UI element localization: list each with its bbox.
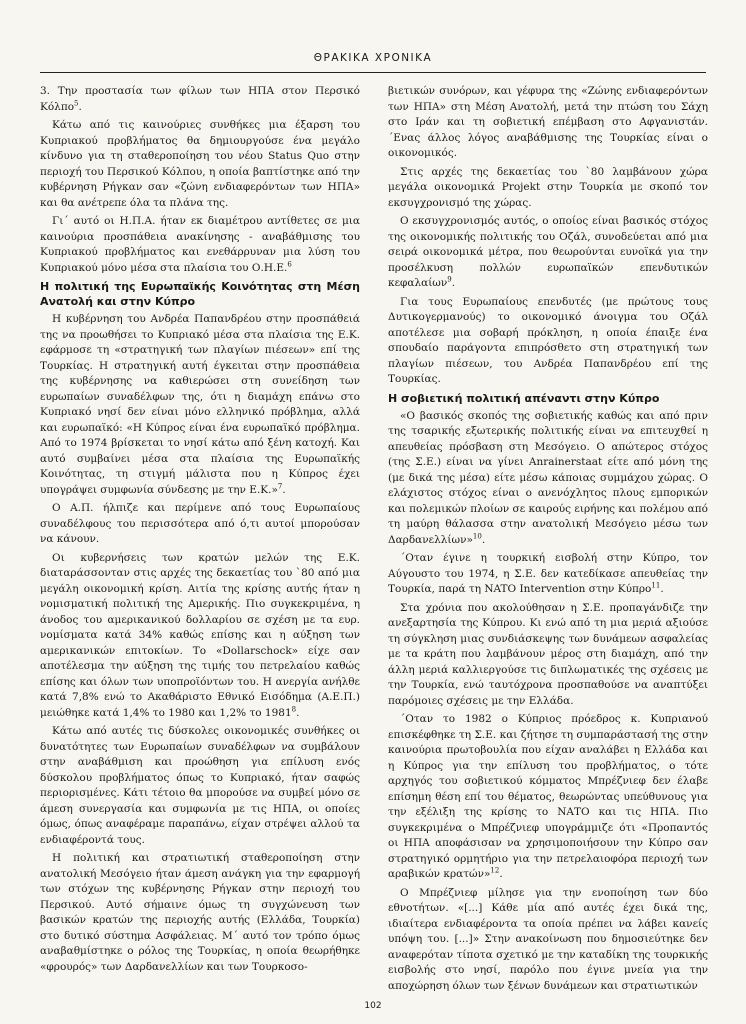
paragraph: Κάτω από αυτές τις δύσκολες οικονομικές συνθήκες οι δυνατότητες των Ευρωπαίων συναδέλφων να συμβάλουν στην αναβάθμιση και προώθηση για επίλυση ενός δύσκολου προβλήματος όπως το Κυπριακό, ήταν σαφώς περιορισμένες. Κάτι τέτοιο θα μπορούσε να συμβεί μόνο σε άμεση συνεργασία και συμφωνία με τις ΗΠΑ, οι οποίες όμως, όπως αναφέραμε παραπάνω, είχαν στρέψει αλλού τα ενδιαφέροντά τους. xyxy=(40,725,360,846)
paragraph: ΄Οταν έγινε η τουρκική εισβολή στην Κύπρο, τον Αύγουστο του 1974, η Σ.Ε. δεν κατεδίκασε απευθείας την Τουρκία, παρά τη NATO Intervention στην Κύπρο$^{11}$. xyxy=(388,552,708,595)
section-heading: Η πολιτική της Ευρωπαϊκής Κοινότητας στη Μέση Ανατολή και στην Κύπρο xyxy=(40,280,360,308)
footnote-ref[interactable]: 11 xyxy=(651,581,661,590)
footnote-ref[interactable]: 7 xyxy=(277,482,283,490)
footnote-ref[interactable]: 5 xyxy=(74,99,79,107)
right-column xyxy=(388,84,708,997)
footnote-ref[interactable]: 12 xyxy=(490,866,500,875)
paragraph: «Ο βασικός σκοπός της σοβιετικής καθώς και από πριν της τσαρικής εξωτερικής πολιτικής είναι να επιτευχθεί η απευθείας πρόσβαση στη Μεσόγειο. Ο απώτερος στόχος (της Σ.Ε.) είναι να γίνει Anrainerstaat είτε από μόνη της (με δικά της μέσα) είτε μέσω κάποιας συμμάχου χώρας. Ο ελάχιστος στόχος είναι ο ανενόχλητος πλους εμπορικών και πολεμικών πλοίων σε καιρούς ειρήνης και πολέμου από τη μαύρη θάλασσα στην ανατολική Μεσόγειο μέσω των Δαρδανελλίων»$^{10}$. xyxy=(388,409,708,546)
paragraph: βιετικών συνόρων, και γέφυρα της «Ζώνης ενδιαφερόντων των ΗΠΑ» στη Μέση Ανατολή, μετά την πτώση του Σάχη στο Ιράν και τη σοβιετική επέμβαση στο Αφγανιστάν. ΄Ενας άλλος λόγος αναβάθμισης της Τουρκίας είναι ο οικονομικός. xyxy=(388,85,708,159)
paragraph: Ο εκσυγχρονισμός αυτός, ο οποίος είναι βασικός στόχος της οικονομικής πολιτικής του Οζάλ, συνοδεύεται από μια σειρά οικονομικά μέτρα, που θεωρούνται ευνοϊκά για την προσέλκυση πολλών ευρωπαϊκών επενδυτικών κεφαλαίων$^9$. xyxy=(388,215,708,289)
paragraph: 3. Την προστασία των φίλων των ΗΠΑ στον Περσικό Κόλπο$^5$. xyxy=(40,85,360,113)
footnote-ref[interactable]: 9 xyxy=(447,275,452,284)
section-heading: Η σοβιετική πολιτική απέναντι στην Κύπρο xyxy=(388,391,660,405)
page-number: 102 xyxy=(364,1001,382,1011)
running-header: ΘΡΑΚΙΚΑ ΧΡΟΝΙΚΑ xyxy=(313,52,433,64)
paragraph: Για τους Ευρωπαίους επενδυτές (με πρώτους τους Δυτικογερμανούς) το οικονομικό άνοιγμα του Οζάλ αποτέλεσε μια σοβαρή πρόκληση, η οποία έπαιξε ένα σπουδαίο παράγοντα επιπρόσθετο στη στρατηγική των πλαγίων πιέσεων, του Ανδρέα Παπανδρέου επί της Τουρκίας. xyxy=(388,295,708,385)
paragraph: Ο Μπρέζνιεφ μίλησε για την ενοποίηση των δύο εθνοτήτων. «[...] Κάθε μία από αυτές έχει δικά της, ιδιαίτερα ενδιαφέροντα τα οποία πρέπει να λάβει κανείς υπόψη του. [...]» Στην ανακοίνωση που δημοσιεύτηκε δεν αναφερόταν τίποτα σχετικό με την καταδίκη της τουρκικής εισβολής στο νησί, παρόλο που έγινε μνεία για την αποχώρηση όλων των ξένων δυνάμεων και στρατιωτικών xyxy=(388,886,708,992)
paragraph: Οι κυβερνήσεις των κρατών μελών της Ε.Κ. διαταράσσονταν στις αρχές της δεκαετίας του `80 από μια μεγάλη οικονομική κρίση. Αιτία της κρίσης αυτής ήταν η νομισματική πολιτική της Αμερικής. Πιο συγκεκριμένα, η άνοδος του αμερικανικού δολλαρίου σε σχέση με τα ευρ. νομίσματα κατά 34% καθώς επίσης και η αύξηση των αμερικανικών επιτοκίων. Το «Dollarschock» είχε σαν αποτέλεσμα την αύξηση της τιμής του πετρελαίου καθώς επίσης και όλων των υποπροϊόντων του. Η ανεργία ανήλθε κατά 7,8% ενώ το Ακαθάριστο Εθνικό Εισόδημα (Α.Ε.Π.) μειώθηκε κατά 1,4% το 1980 και 1,2% το 1981$^8$. xyxy=(40,551,360,719)
paragraph: Η κυβέρνηση του Ανδρέα Παπανδρέου στην προσπάθειά της να προωθήσει το Κυπριακό μέσα στα πλαίσια της Ε.Κ. εφάρμοσε τη «στρατηγική των πλαγίων πιέσεων» επί της Τουρκίας. Η στρατηγική αυτή έγκειται στην προσπάθεια της κυβέρνησης να καθιερώσει στη συνείδηση των ευρωπαίων συναδέλφων της, ότι η διαμάχη επάνω στο Κυπριακό νησί δεν είναι μόνο ελληνικό πρόβλημα, αλλά και ευρωπαϊκό: «Η Κύπρος είναι ένα ευρωπαϊκό πρόβλημα. Από το 1974 βρίσκεται το νησί κάτω από ξένη κατοχή. Και αυτό συμβαίνει μέσα στα πλαίσια της Ευρωπαϊκής Κοινότητας, τη στιγμή μάλιστα που η Κύπρος έχει υπογράψει συμφωνία σύνδεσης με την Ε.Κ.»$^7$. xyxy=(40,313,360,496)
footnote-ref[interactable]: 8 xyxy=(291,705,297,713)
paragraph: Στις αρχές της δεκαετίας του `80 λαμβάνουν χώρα μεγάλα οικονομικά Projekt στην Τουρκία με σκοπό τον εκσυγχρονισμό της χώρας. xyxy=(388,165,708,209)
paragraph: ΄Οταν το 1982 ο Κύπριος πρόεδρος κ. Κυπριανού επισκέφθηκε τη Σ.Ε. και ζήτησε τη συμπαράστασή της στην καινούρια πρωτοβουλία που είχαν αναλάβει η Ελλάδα και η Κύπρος για την επίλυση του προβλήματος, ο τότε αρχηγός του σοβιετικού κόμματος Μπρέζνιεφ δεν έλαβε επίσημη θέση επί του θέματος, θεωρώντας υπεύθυνους για την εξέλιξη της κρίσης το ΝΑΤΟ και τις ΗΠΑ. Πιο συγκεκριμένα ο Μπρέζνιεφ υπογράμμιζε ότι «Προπαντός οι ΗΠΑ αποφάσισαν να χρησιμοποιήσουν την Κύπρο σαν στρατηγικό ορμητήριο για την πετρελαιοφόρα περιοχή των αραβικών κρατών»$^{12}$. xyxy=(388,713,708,880)
paragraph: Η πολιτική και στρατιωτική σταθεροποίηση στην ανατολική Μεσόγειο ήταν άμεση ανάγκη για την εφαρμογή των στόχων της κυβέρνησης Ρήγκαν στην περιοχή του Περσικού. Αυτό σήμαινε όμως τη συγχώνευση των βασικών κρατών της περιοχής αυτής (Ελλάδα, Τουρκία) στο δυτικό σύστημα Ασφάλειας. Μ΄ αυτό τον τρόπο όμως αναβαθμίστηκε ο ρόλος της Τουρκίας, η οποία θεωρήθηκε «φρουρός» των Δαρδανελλίων και των Τουρκοσο- xyxy=(40,852,360,973)
header-rule xyxy=(40,72,706,73)
footnote-ref[interactable]: 10 xyxy=(472,532,482,540)
footnote-ref[interactable]: 6 xyxy=(287,260,292,268)
paragraph: Κάτω από τις καινούριες συνθήκες μια έξαρση του Κυπριακού προβλήματος θα δημιουργούσε ένα μεγάλο κίνδυνο για τη σταθεροποίηση του νέου Status Quo στην περιοχή του Περσικού Κόλπου, η οποία βαπτίστηκε από την κυβέρνηση Ρήγκαν σαν «ζώνη ενδιαφερόντων των ΗΠΑ» και θα ανέτρεπε όλα τα πλάνα της. xyxy=(40,119,360,209)
paragraph: Γι΄ αυτό οι Η.Π.Α. ήταν εκ διαμέτρου αντίθετες σε μια καινούρια προσπάθεια ανακίνησης - αναβάθμισης του Κυπριακού προβλήματος και ενεθάρρυναν μια λύση του Κυπριακού μόνο μέσα στα πλαίσια του Ο.Η.Ε.$^6$ xyxy=(40,215,360,274)
paragraph: Ο Α.Π. ήλπιζε και περίμενε από τους Ευρωπαίους συναδέλφους του περισσότερα από ό,τι αυτοί μπορούσαν να κάνουν. xyxy=(40,502,360,545)
paragraph: Στα χρόνια που ακολούθησαν η Σ.Ε. προπαγάνδιζε την ανεξαρτησία της Κύπρου. Κι ενώ από τη μια μεριά αξιούσε τη σύγκληση μιας συνδιάσκεψης των δυνάμεων ασφαλείας με τα κράτη που λαμβάνουν μέρος στη διαμάχη, από την άλλη μεριά καλλιεργούσε τις διπλωματικές της σχέσεις με την Τουρκία, ενώ ταυτόχρονα προσπαθούσε να αναπτύξει παρόμοιες σχέσεις με την Ελλάδα. xyxy=(388,601,708,707)
left-column xyxy=(40,84,360,978)
